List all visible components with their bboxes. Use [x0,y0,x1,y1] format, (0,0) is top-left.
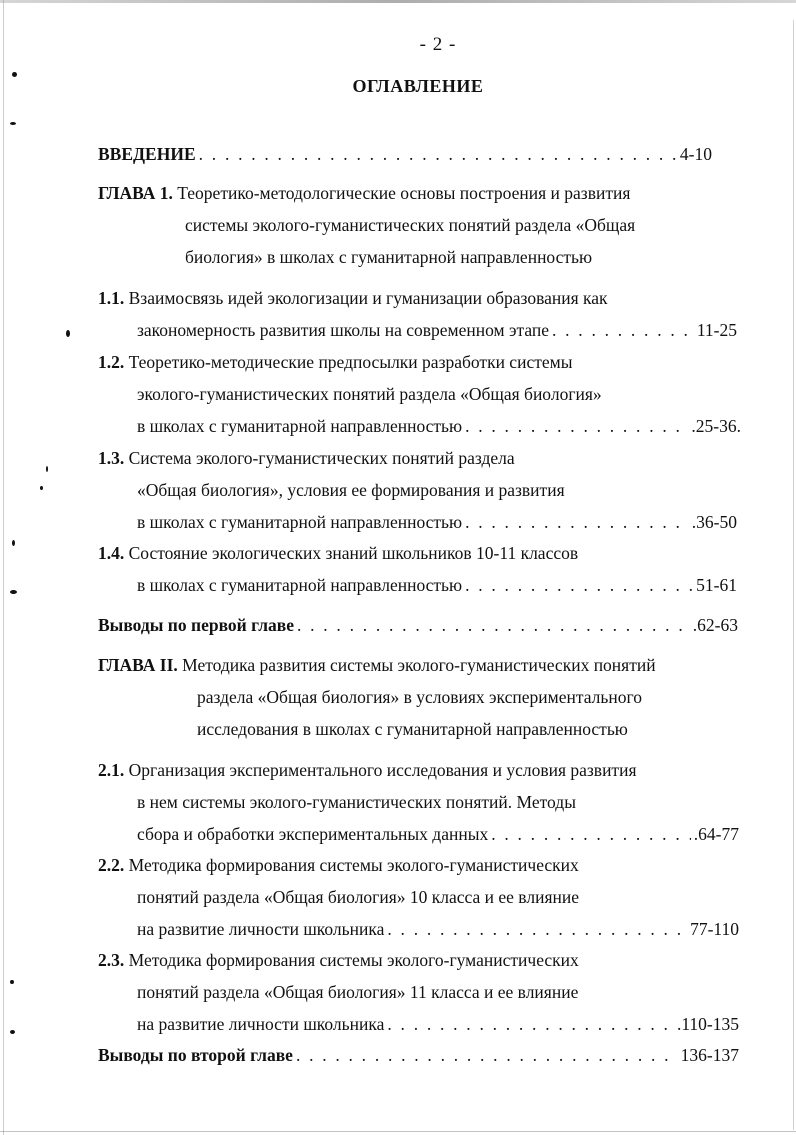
page-title: ОГЛАВЛЕНИЕ [352,76,484,96]
toc-page-range: 77-110 [690,919,739,939]
toc-section-1-2-last-line[interactable] [137,415,741,437]
toc-entry-label: Выводы по второй главе [98,1045,293,1065]
toc-page-range: .25-36. [691,416,741,436]
toc-section-1-3[interactable] [98,447,515,469]
toc-entry-intro[interactable] [98,143,712,165]
section-title-line: понятий раздела «Общая биология» 10 класса и ее влияние [137,887,579,907]
section-number: 2.2. [98,855,125,875]
toc-section-1-2[interactable] [98,351,572,373]
scan-speck [10,1030,15,1034]
section-title-line: Состояние экологических знаний школьников 10-11 классов [128,543,579,563]
toc-section-2-3[interactable] [98,949,579,971]
toc-page-range: .110-135 [676,1014,739,1034]
section-title-line: в школах с гуманитарной направленностью [137,512,463,532]
chapter-title-line: системы эколого-гуманистических понятий раздела «Общая [185,215,636,235]
dot-leader [199,143,677,165]
toc-chapter-2-heading[interactable] [98,654,656,676]
section-title-line: Методика формирования системы эколого-гуманистических [128,855,579,875]
dot-leader [296,1044,678,1066]
scan-edge-right [793,20,794,1130]
section-title-line: Методика формирования системы эколого-гуманистических [128,950,579,970]
section-number: 2.3. [98,950,125,970]
toc-chapter-1-heading[interactable] [98,182,630,204]
scan-edge-left [3,0,4,1135]
dot-leader [465,574,693,596]
chapter-title-line: раздела «Общая биология» в условиях экспериментального [197,687,642,707]
section-title-line: эколого-гуманистических понятий раздела «Общая биология» [137,384,602,404]
section-title-line: на развитие личности школьника [137,919,385,939]
toc-page-range: .36-50 [691,512,737,532]
section-title-line: понятий раздела «Общая биология» 11 класса и ее влияние [137,982,579,1002]
toc-section-2-1[interactable] [98,759,637,781]
dot-leader [465,511,689,533]
page-number: - 2 - [419,34,457,55]
chapter-title-line: исследования в школах с гуманитарной направленностью [197,719,628,739]
section-title-line: в школах с гуманитарной направленностью [137,416,463,436]
scan-speck [10,980,14,984]
dot-leader [297,614,690,636]
scan-speck [40,486,43,490]
toc-section-2-2[interactable] [98,854,579,876]
dot-leader [465,415,688,437]
scan-speck [46,466,48,472]
section-number: 1.1. [98,288,125,308]
toc-section-1-1[interactable] [98,287,608,309]
section-title-line: на развитие личности школьника [137,1014,385,1034]
dot-leader [387,1013,674,1035]
scan-speck [12,540,15,546]
toc-section-2-1-last-line[interactable] [137,823,739,845]
toc-section-2-2-last-line[interactable] [137,918,739,940]
section-title-line: сбора и обработки экспериментальных данных [137,824,489,844]
toc-entry-label: Выводы по первой главе [98,615,294,635]
toc-conclusion-chapter-1[interactable] [98,614,738,636]
section-title-line: закономерность развития школы на современном этапе [137,320,549,340]
section-number: 1.3. [98,448,125,468]
dot-leader [387,918,687,940]
chapter-title-line: биология» в школах с гуманитарной направленностью [185,247,593,267]
section-title-line: Система эколого-гуманистических понятий раздела [128,448,515,468]
toc-page-range: .62-63 [692,615,738,635]
chapter-label: ГЛАВА 1. [98,183,173,203]
toc-conclusion-chapter-2[interactable] [98,1044,739,1066]
scan-edge-top [0,0,796,3]
section-title-line: Взаимосвязь идей экологизации и гуманизации образования как [128,288,608,308]
dot-leader [491,823,691,845]
toc-section-2-3-last-line[interactable] [137,1013,739,1035]
section-title-line: «Общая биология», условия ее формирования и развития [137,480,565,500]
scan-speck [10,590,17,594]
section-title-line: в нем системы эколого-гуманистических понятий. Методы [137,792,576,812]
section-title-line: в школах с гуманитарной направленностью [137,575,463,595]
toc-entry-label: ВВЕДЕНИЕ [98,144,196,164]
toc-section-1-4[interactable] [98,542,578,564]
dot-leader [552,319,694,341]
toc-section-1-3-last-line[interactable] [137,511,737,533]
section-title-line: Теоретико-методические предпосылки разработки системы [128,352,573,372]
toc-page-range: 136-137 [680,1045,739,1065]
toc-page-range: 4-10 [679,144,712,164]
scan-speck [10,122,16,125]
section-title-line: Организация экспериментального исследования и условия развития [128,760,637,780]
toc-page-range: 51-61 [696,575,737,595]
chapter-title-line: Теоретико-методологические основы построения и развития [177,183,631,203]
toc-page-range: 11-25 [696,320,737,340]
chapter-title-line: Методика развития системы эколого-гуманистических понятий [182,655,656,675]
toc-section-1-1-last-line[interactable] [137,319,737,341]
scan-speck [66,330,70,337]
scan-edge-bottom [0,1131,796,1132]
section-number: 2.1. [98,760,125,780]
toc-page-range: .64-77 [693,824,739,844]
section-number: 1.4. [98,543,125,563]
chapter-label: ГЛАВА II. [98,655,178,675]
section-number: 1.2. [98,352,125,372]
toc-section-1-4-last-line[interactable] [137,574,737,596]
